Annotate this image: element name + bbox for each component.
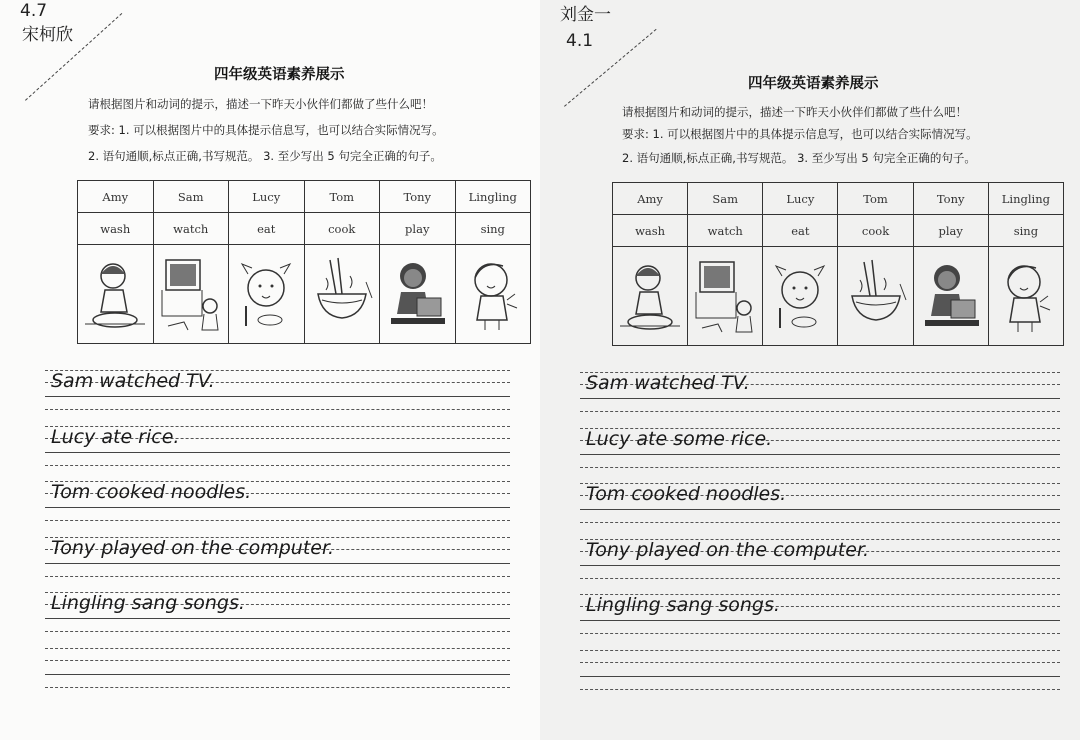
instruction-line-2: 要求: 1. 可以根据图片中的具体提示信息写，也可以结合实际情况写。 [622, 127, 978, 141]
name-cell: Lingling [988, 183, 1063, 215]
writing-line-empty [45, 644, 510, 700]
writing-line [580, 590, 1060, 646]
right-worksheet [540, 0, 1080, 740]
name-cell: Amy [613, 183, 688, 215]
writing-line [45, 588, 510, 644]
name-cell: Lucy [229, 181, 305, 213]
sentence-3: Tom cooked noodles. [586, 483, 787, 505]
name-cell: Amy [78, 181, 154, 213]
verb-cell: wash [613, 215, 688, 247]
verb-cell: sing [455, 213, 531, 245]
boy-watching-tv-icon [153, 245, 229, 344]
instruction-line-1: 请根据图片和动词的提示，描述一下昨天小伙伴们都做了些什么吧！ [88, 97, 433, 111]
corner-note-line-1: 刘金一 [560, 5, 611, 25]
worksheet-title: 四年级英语素养展示 [214, 67, 345, 83]
sentence-1: Sam watched TV. [51, 370, 215, 392]
boy-at-computer-icon [913, 247, 988, 346]
corner-note-line-2: 4.1 [566, 31, 594, 51]
instruction-line-3: 2. 语句通顺,标点正确,书写规范。 3. 至少写出 5 句完全正确的句子。 [88, 149, 442, 163]
name-cell: Lingling [455, 181, 531, 213]
instruction-line-3: 2. 语句通顺,标点正确,书写规范。 3. 至少写出 5 句完全正确的句子。 [622, 151, 976, 165]
sentence-3: Tom cooked noodles. [51, 481, 252, 503]
name-cell: Tom [304, 181, 380, 213]
vocabulary-table [612, 182, 1064, 346]
verb-cell: sing [988, 215, 1063, 247]
vocabulary-table [77, 180, 531, 344]
girl-singing-icon [988, 247, 1063, 346]
writing-area [45, 366, 510, 699]
sentence-2: Lucy ate rice. [51, 425, 180, 448]
writing-line [580, 424, 1060, 480]
name-cell: Tony [913, 183, 988, 215]
girl-eating-icon [229, 245, 305, 344]
sentence-5: Lingling sang songs. [586, 594, 780, 616]
boy-watching-tv-icon [688, 247, 763, 346]
writing-line [45, 533, 510, 589]
verb-cell: cook [838, 215, 913, 247]
instruction-line-2: 要求: 1. 可以根据图片中的具体提示信息写，也可以结合实际情况写。 [88, 123, 444, 137]
sentence-1: Sam watched TV. [586, 372, 750, 394]
bowl-of-noodles-icon [838, 247, 913, 346]
corner-note-line-1: 4.7 [20, 1, 48, 21]
writing-line [45, 477, 510, 533]
verb-cell: eat [763, 215, 838, 247]
girl-eating-icon [763, 247, 838, 346]
verb-cell: play [380, 213, 456, 245]
name-cell: Tony [380, 181, 456, 213]
writing-line [580, 479, 1060, 535]
corner-note-line-2: 宋柯欣 [22, 25, 73, 45]
worksheet-title: 四年级英语素养展示 [748, 76, 879, 92]
writing-area [580, 368, 1060, 701]
writing-line [580, 368, 1060, 424]
verb-cell: watch [153, 213, 229, 245]
bowl-of-noodles-icon [304, 245, 380, 344]
writing-line [45, 422, 510, 478]
name-cell: Sam [688, 183, 763, 215]
sentence-4: Tony played on the computer. [586, 538, 870, 561]
verb-cell: play [913, 215, 988, 247]
verb-cell: eat [229, 213, 305, 245]
verb-cell: watch [688, 215, 763, 247]
verb-cell: cook [304, 213, 380, 245]
girl-singing-icon [455, 245, 531, 344]
girl-washing-clothes-icon [613, 247, 688, 346]
verb-cell: wash [78, 213, 154, 245]
writing-line [580, 535, 1060, 591]
name-cell: Sam [153, 181, 229, 213]
girl-washing-clothes-icon [78, 245, 154, 344]
instruction-line-1: 请根据图片和动词的提示，描述一下昨天小伙伴们都做了些什么吧！ [622, 105, 967, 119]
sentence-2: Lucy ate some rice. [586, 427, 773, 450]
writing-line [45, 366, 510, 422]
sentence-5: Lingling sang songs. [51, 592, 245, 614]
name-cell: Tom [838, 183, 913, 215]
writing-line-empty [580, 646, 1060, 702]
name-cell: Lucy [763, 183, 838, 215]
sentence-4: Tony played on the computer. [51, 536, 335, 559]
boy-at-computer-icon [380, 245, 456, 344]
